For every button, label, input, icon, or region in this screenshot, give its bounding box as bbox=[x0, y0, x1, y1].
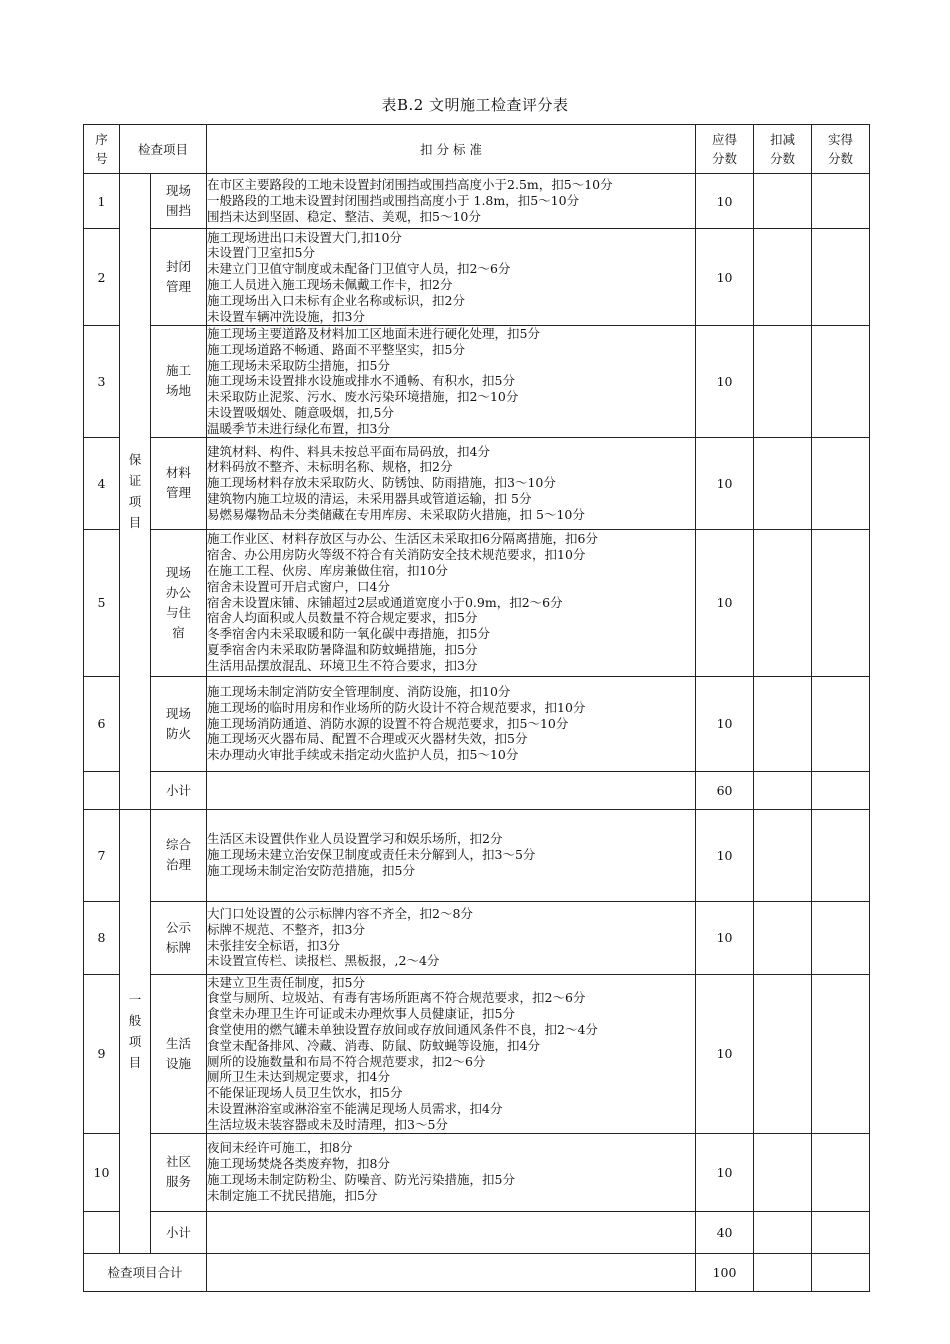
subtotal-deduct-cell bbox=[754, 1211, 812, 1253]
row-item: 现场围挡 bbox=[151, 174, 207, 229]
criteria-line: 未设置吸烟处、随意吸烟，扣,5分 bbox=[207, 404, 394, 420]
subtotal-points: 60 bbox=[696, 771, 754, 809]
table-row bbox=[84, 437, 870, 529]
row-item: 社区服务 bbox=[151, 1133, 207, 1211]
row-number: 5 bbox=[84, 529, 120, 676]
subtotal-row bbox=[84, 1211, 870, 1253]
row-points: 10 bbox=[696, 229, 754, 326]
row-criteria bbox=[207, 1133, 696, 1211]
criteria-line: 施工现场道路不畅通、路面不平整坚实，扣5分 bbox=[207, 341, 465, 357]
subtotal-criteria-cell bbox=[207, 771, 696, 809]
criteria-line: 施工作业区、材料存放区与办公、生活区未采取扣6分隔离措施，扣6分 bbox=[207, 531, 598, 547]
row-criteria bbox=[207, 326, 696, 438]
criteria-line: 宿舍、办公用房防火等级不符合有关消防安全技术规范要求，扣10分 bbox=[207, 547, 586, 563]
row-item: 生活设施 bbox=[151, 974, 207, 1133]
criteria-line: 未设置宣传栏、读报栏、黑板报，,2～4分 bbox=[207, 953, 440, 969]
row-item: 封闭管理 bbox=[151, 229, 207, 326]
total-points: 100 bbox=[696, 1253, 754, 1291]
criteria-line: 材料码放不整齐、未标明名称、规格，扣2分 bbox=[207, 459, 453, 475]
row-points: 10 bbox=[696, 437, 754, 529]
row-criteria bbox=[207, 676, 696, 771]
subtotal-points: 40 bbox=[696, 1211, 754, 1253]
row-actual-cell bbox=[812, 1133, 870, 1211]
row-item: 现场办公与住宿 bbox=[151, 529, 207, 676]
row-actual-cell bbox=[812, 676, 870, 771]
subtotal-deduct-cell bbox=[754, 771, 812, 809]
row-points: 10 bbox=[696, 974, 754, 1133]
criteria-line: 标牌不规范、不整齐，扣3分 bbox=[207, 921, 365, 937]
row-number: 9 bbox=[84, 974, 120, 1133]
criteria-line: 未采取防止泥浆、污水、废水污染环境措施，扣2～10分 bbox=[207, 389, 519, 405]
table-row bbox=[84, 809, 870, 901]
row-actual-cell bbox=[812, 326, 870, 438]
group-guarantee: 保证项目 bbox=[120, 174, 151, 810]
criteria-line: 厕所卫生未达到规定要求，扣4分 bbox=[207, 1069, 390, 1085]
row-deduct-cell bbox=[754, 529, 812, 676]
row-criteria bbox=[207, 809, 696, 901]
criteria-line: 施工现场未设置排水设施或排水不通畅、有积水，扣5分 bbox=[207, 373, 515, 389]
subtotal-label: 小计 bbox=[151, 771, 207, 809]
subtotal-no-cell bbox=[84, 1211, 120, 1253]
row-number: 8 bbox=[84, 901, 120, 974]
criteria-line: 生活垃圾未装容器或未及时清理，扣3～5分 bbox=[207, 1116, 448, 1132]
criteria-line: 围挡未达到坚固、稳定、整洁、美观，扣5～10分 bbox=[207, 208, 481, 224]
total-actual-cell bbox=[812, 1253, 870, 1291]
criteria-line: 施工现场未制定消防安全管理制度、消防设施，扣10分 bbox=[207, 684, 511, 700]
table-row bbox=[84, 974, 870, 1133]
criteria-line: 施工现场未建立治安保卫制度或责任未分解到人，扣3～5分 bbox=[207, 847, 536, 863]
row-item: 现场防火 bbox=[151, 676, 207, 771]
header-row bbox=[84, 125, 870, 174]
criteria-line: 食堂未配备排风、冷藏、消毒、防鼠、防蚊蝇等设施，扣4分 bbox=[207, 1037, 540, 1053]
row-criteria bbox=[207, 974, 696, 1133]
row-number: 4 bbox=[84, 437, 120, 529]
row-deduct-cell bbox=[754, 326, 812, 438]
row-actual-cell bbox=[812, 901, 870, 974]
criteria-line: 施工现场主要道路及材料加工区地面未进行硬化处理，扣5分 bbox=[207, 326, 540, 341]
criteria-line: 施工现场未采取防尘措施，扣5分 bbox=[207, 357, 390, 373]
total-label: 检查项目合计 bbox=[84, 1253, 207, 1291]
row-deduct-cell bbox=[754, 809, 812, 901]
row-number: 7 bbox=[84, 809, 120, 901]
row-item: 材料管理 bbox=[151, 437, 207, 529]
row-criteria bbox=[207, 229, 696, 326]
row-deduct-cell bbox=[754, 676, 812, 771]
subtotal-actual-cell bbox=[812, 771, 870, 809]
criteria-line: 宿舍未设置床铺、床铺超过2层或通道宽度小于0.9m，扣2～6分 bbox=[207, 594, 563, 610]
row-criteria bbox=[207, 437, 696, 529]
row-points: 10 bbox=[696, 529, 754, 676]
criteria-line: 施工现场进出口未设置大门,扣10分 bbox=[207, 229, 402, 245]
row-number: 1 bbox=[84, 174, 120, 229]
criteria-line: 未制定施工不扰民措施，扣5分 bbox=[207, 1187, 378, 1203]
row-deduct-cell bbox=[754, 229, 812, 326]
criteria-line: 在市区主要路段的工地未设置封闭围挡或围挡高度小于2.5m，扣5～10分 bbox=[207, 177, 613, 193]
total-row bbox=[84, 1253, 870, 1291]
criteria-line: 大门口处设置的公示标牌内容不齐全，扣2～8分 bbox=[207, 905, 473, 921]
row-number: 10 bbox=[84, 1133, 120, 1211]
criteria-line: 夏季宿舍内未采取防暑降温和防蚊蝇措施，扣5分 bbox=[207, 642, 478, 658]
row-item: 施工场地 bbox=[151, 326, 207, 438]
row-actual-cell bbox=[812, 974, 870, 1133]
criteria-line: 施工人员进入施工现场未佩戴工作卡，扣2分 bbox=[207, 277, 453, 292]
criteria-line: 未建立卫生责任制度，扣5分 bbox=[207, 974, 365, 990]
row-number: 6 bbox=[84, 676, 120, 771]
criteria-line: 建筑材料、构件、料具未按总平面布局码放，扣4分 bbox=[207, 443, 490, 459]
table-row bbox=[84, 676, 870, 771]
table-row bbox=[84, 229, 870, 326]
criteria-line: 冬季宿舍内未采取暖和防一氧化碳中毒措施，扣5分 bbox=[207, 626, 490, 642]
criteria-line: 一般路段的工地未设置封闭围挡或围挡高度小于 1.8m，扣5～10分 bbox=[207, 193, 580, 209]
subtotal-row bbox=[84, 771, 870, 809]
row-points: 10 bbox=[696, 901, 754, 974]
criteria-line: 食堂使用的燃气罐未单独设置存放间或存放间通风条件不良，扣2～4分 bbox=[207, 1021, 598, 1037]
subtotal-actual-cell bbox=[812, 1211, 870, 1253]
row-number: 3 bbox=[84, 326, 120, 438]
row-number: 2 bbox=[84, 229, 120, 326]
row-actual-cell bbox=[812, 174, 870, 229]
criteria-line: 温暖季节未进行绿化布置，扣3分 bbox=[207, 420, 390, 436]
criteria-line: 未设置门卫室扣5分 bbox=[207, 245, 315, 261]
row-points: 10 bbox=[696, 809, 754, 901]
row-criteria bbox=[207, 174, 696, 229]
row-points: 10 bbox=[696, 1133, 754, 1211]
page-title: 表B.2 文明施工检查评分表 bbox=[381, 96, 569, 114]
row-deduct-cell bbox=[754, 1133, 812, 1211]
row-actual-cell bbox=[812, 437, 870, 529]
criteria-line: 生活用品摆放混乱、环境卫生不符合要求，扣3分 bbox=[207, 657, 478, 673]
header-no: 序号 bbox=[84, 125, 120, 174]
criteria-line: 易燃易爆物品未分类储藏在专用库房、未采取防火措施，扣 5～10分 bbox=[207, 506, 585, 522]
row-points: 10 bbox=[696, 326, 754, 438]
criteria-line: 未办理动火审批手续或未指定动火监护人员，扣5～10分 bbox=[207, 747, 519, 763]
criteria-line: 未建立门卫值守制度或未配备门卫值守人员，扣2～6分 bbox=[207, 261, 511, 277]
group-general: 一般项目 bbox=[120, 809, 151, 1253]
criteria-line: 不能保证现场人员卫生饮水，扣5分 bbox=[207, 1085, 403, 1101]
row-points: 10 bbox=[696, 174, 754, 229]
criteria-line: 宿舍未设置可开启式窗户，口4分 bbox=[207, 578, 390, 594]
criteria-line: 夜间未经许可施工，扣8分 bbox=[207, 1140, 353, 1156]
criteria-line: 施工现场未制定治安防范措施，扣5分 bbox=[207, 862, 415, 878]
row-deduct-cell bbox=[754, 901, 812, 974]
criteria-line: 建筑物内施工垃圾的清运，未采用器具或管道运输，扣 5分 bbox=[207, 490, 532, 506]
row-points: 10 bbox=[696, 676, 754, 771]
row-deduct-cell bbox=[754, 974, 812, 1133]
row-item: 公示标牌 bbox=[151, 901, 207, 974]
criteria-line: 食堂未办理卫生许可证或未办理炊事人员健康证，扣5分 bbox=[207, 1006, 515, 1022]
criteria-line: 未张挂安全标语，扣3分 bbox=[207, 937, 340, 953]
row-item: 综合治理 bbox=[151, 809, 207, 901]
row-actual-cell bbox=[812, 229, 870, 326]
row-actual-cell bbox=[812, 809, 870, 901]
criteria-line: 施工现场的临时用房和作业场所的防火设计不符合规范要求，扣10分 bbox=[207, 699, 586, 715]
header-deduct: 扣减分数 bbox=[754, 125, 812, 174]
header-item: 检查项目 bbox=[120, 125, 207, 174]
table-row bbox=[84, 529, 870, 676]
criteria-line: 食堂与厕所、垃圾站、有毒有害场所距离不符合规范要求，扣2～6分 bbox=[207, 990, 586, 1006]
table-row bbox=[84, 174, 870, 229]
table-row bbox=[84, 901, 870, 974]
header-due: 应得分数 bbox=[696, 125, 754, 174]
row-criteria bbox=[207, 901, 696, 974]
criteria-line: 施工现场消防通道、消防水源的设置不符合规范要求，扣5～10分 bbox=[207, 715, 569, 731]
row-deduct-cell bbox=[754, 174, 812, 229]
total-criteria-cell bbox=[207, 1253, 696, 1291]
header-actual: 实得分数 bbox=[812, 125, 870, 174]
criteria-line: 施工现场焚烧各类废弃物，扣8分 bbox=[207, 1156, 390, 1172]
criteria-line: 施工现场未制定防粉尘、防噪音、防光污染措施，扣5分 bbox=[207, 1172, 515, 1188]
criteria-line: 在施工工程、伙房、库房兼做住宿，扣10分 bbox=[207, 563, 448, 579]
criteria-line: 未设置车辆冲洗设施，扣3分 bbox=[207, 308, 365, 324]
criteria-line: 施工现场材料存放未采取防火、防锈蚀、防雨措施，扣3～10分 bbox=[207, 475, 556, 491]
header-criteria: 扣 分 标 准 bbox=[207, 125, 696, 174]
criteria-line: 施工现场灭火器布局、配置不合理或灭火器材失效，扣5分 bbox=[207, 731, 528, 747]
subtotal-label: 小计 bbox=[151, 1211, 207, 1253]
row-actual-cell bbox=[812, 529, 870, 676]
criteria-line: 未设置淋浴室或淋浴室不能满足现场人员需求，扣4分 bbox=[207, 1100, 503, 1116]
score-table bbox=[83, 124, 870, 1292]
criteria-line: 宿舍人均面积或人员数量不符合规定要求，扣5分 bbox=[207, 610, 478, 626]
criteria-line: 施工现场出入口未标有企业名称或标识，扣2分 bbox=[207, 292, 465, 308]
total-deduct-cell bbox=[754, 1253, 812, 1291]
row-deduct-cell bbox=[754, 437, 812, 529]
subtotal-no-cell bbox=[84, 771, 120, 809]
criteria-line: 厕所的设施数量和布局不符合规范要求，扣2～6分 bbox=[207, 1053, 486, 1069]
table-row bbox=[84, 326, 870, 438]
criteria-line: 生活区未设置供作业人员设置学习和娱乐场所，扣2分 bbox=[207, 831, 503, 847]
row-criteria bbox=[207, 529, 696, 676]
subtotal-criteria-cell bbox=[207, 1211, 696, 1253]
table-row bbox=[84, 1133, 870, 1211]
